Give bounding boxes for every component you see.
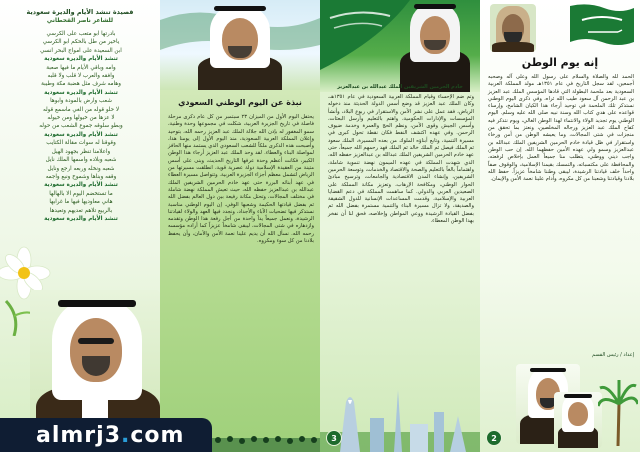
section-body <box>168 114 314 245</box>
history-body-text: وتم ضم الإحساء وقيام المملكة العربية السعودية في عام ١٣٥١هـ، وكان الملك عبد العزيز قد وضع أسس الدولة الحديثة منذ دخوله الرياض، فقد عمل على نشر الأمن والاستقرار في ربوع البلاد، وأنشأ المؤسسات والإدارات الحكومية، واهتم بالتعليم وأرسل البعثات، وأسس الجيش وقوى الأمن، ونظم الحج والعمرة وخدمة ضيوف الرحمن. وفي عهده اكتشف النفط فكان نقطة تحول كبرى في مسيرة التنمية، وتابع أبناؤه الملوك من بعده المسيرة، الملك سعود ثم الملك فيصل ثم الملك خالد ثم الملك فهد رحمهم الله جميعاً، حتى عهد خادم الحرمين الشريفين الملك عبدالله بن عبدالعزيز حفظه الله، الذي شهدت المملكة في عهده الميمون نهضة تنموية شاملة، واهتماماً بالغاً بالتعليم والصحة والاقتصاد والخدمات، وتوسعة الحرمين الشريفين، وإنشاء المدن الاقتصادية والجامعات، وترسيخ مبادئ الحوار الوطني، ومكافحة الإرهاب، وتعزيز مكانة المملكة على الصعيدين العربي والدولي. كما ساهمت المملكة في دعم القضايا العربية والإسلامية، وقدمت المساعدات الإنسانية للدول الشقيقة والصديقة، ولا تزال مسيرة البناء والتنمية مستمرة بفضل الله ثم بفضل القيادة الرشيدة ووعي المواطن وإخلاصه، فحق لنا أن نفخر بهذا الوطن المعطاء. <box>328 94 474 225</box>
poem-body <box>6 30 156 223</box>
poem-line: تنشد الأيام والديرة سعودية <box>44 182 118 189</box>
page-2 <box>480 0 640 452</box>
page-heading <box>486 56 634 69</box>
banner-caption-text: خادم الحرمين الشريفين الملك عبدالله بن عبدالعزيز <box>337 84 463 90</box>
intro-body <box>488 74 634 183</box>
signature <box>550 352 634 358</box>
banner-caption <box>324 84 476 90</box>
page-number-badge <box>326 430 342 446</box>
kingdom-tower-icon <box>320 382 480 452</box>
poem-title <box>8 8 152 26</box>
poem-line: وبطو سلوقه جموع الشعب من حوله <box>39 123 123 130</box>
poem-line: لا حلو قوله من الغي ماسمع قوله <box>42 106 120 113</box>
history-body <box>328 94 474 225</box>
founder-portrait <box>490 4 536 52</box>
poem-line: تنشد الأيام والديرة سعودية <box>44 89 118 96</box>
poem-title-text: قصيدة تنشد الأيام والديرة سعودية <box>26 8 134 16</box>
intro-body-text: الحمد لله والصلاة والسلام على رسول الله وعلى آله وصحبه أجمعين، لقد سجل التاريخ في عام ١٣٥١هـ مولد المملكة العربية السعودية بعد ملحمة البطولة التي قادها المؤسس الملك عبد العزيز بن عبد الرحمن آل سعود طيب الله ثراه، وفي ذكرى اليوم الوطني نستذكر تلك الملحمة في توحيد أرجاء هذا الكيان الشامخ، وإرساء قواعده على هدي كتاب الله وسنة نبيه صلى الله عليه وسلم. اليوم الوطني يوم تجديد الولاء والانتماء لهذا الوطن الغالي، ويوم نتذكر فيه كفاح الملك عبد العزيز ورجاله المخلصين، ونعتز بما تحقق من منجزات في شتى المجالات، وما يعيشه الوطن من أمن ورخاء واستقرار في ظل قيادة خادم الحرمين الشريفين الملك عبدالله بن عبدالعزيز وسمو ولي عهده الأمين حفظهما الله. إن حب الوطن واجب ديني ووطني، يتطلب منا جميعاً العمل بإخلاص لرفعته، والمحافظة على مكتسباته، والتمسك بقيمنا الإسلامية، والوقوف صفاً واحداً خلف قيادتنا الرشيدة، ليبقى وطننا شامخاً عزيزاً. حفظ الله بلادنا وقيادتنا وشعبنا من كل مكروه، وأدام علينا نعمة الأمن والإيمان. <box>488 74 634 183</box>
poem-line: تنشد الأيام والديرة سعودية <box>44 131 118 138</box>
page-number: 2 <box>491 433 497 443</box>
poem-line: وقوقنا له سوات مقالة الكتايب <box>46 140 116 147</box>
poem-line: تنشد الأيام والديرة سعودية <box>44 215 118 222</box>
poem-line: شعب وارض بالمودة وابوها <box>50 98 112 105</box>
poem-line: تنشد الأيام والديرة سعودية <box>44 56 118 63</box>
saudi-flag-icon <box>568 2 636 50</box>
poem-line: شعبه ونخله وربعه ارجع ونايل <box>47 165 115 172</box>
poem-line: وامه وباقي الأيام ما فيها صعبة <box>46 64 116 71</box>
poem-line: وقفه وبناها وشموخ ونبع واجمه <box>45 173 117 180</box>
palm-icon <box>598 376 638 446</box>
poem-author: للشاعر ناصر القحطاني <box>46 18 114 24</box>
site-watermark <box>0 418 212 452</box>
signature-text: إعداد / رئيس القسم <box>592 352 634 358</box>
king-flag-banner <box>320 0 480 92</box>
page-4 <box>160 0 320 452</box>
poem-line: وهامه شرف مثل هضبة مكة وطيبة <box>41 81 121 88</box>
watermark-dot: . <box>121 422 131 448</box>
king-photo-header <box>160 0 320 90</box>
watermark-main: almrj3 <box>36 422 122 448</box>
prince-portrait <box>554 392 602 448</box>
poem-line: لا عزها من خيولها ومن خيوله <box>47 115 115 122</box>
poem-line: هاني معاوديها فيها ما غرابها <box>49 199 113 206</box>
poem-line: بالربيع تلاهم تعديهم وتعيدها <box>49 207 113 214</box>
poem-line: بادرتها ابو متعب على الكرسي <box>46 31 116 37</box>
watermark-suffix: com <box>130 422 185 448</box>
poem-line: ما تستخضم اليوم الا بالهالها <box>49 190 113 197</box>
poem-line: ابن السعيدة على امواج البحر انسي <box>40 47 122 54</box>
section-heading-text: نبذة عن اليوم الوطني السعودي <box>178 98 302 107</box>
page-number: 3 <box>331 433 337 443</box>
page-heading-text: إنه يوم الوطن <box>521 56 599 69</box>
page-3 <box>320 0 480 452</box>
section-body-text: يحتفل اليوم الأول من الميزان ٢٣ سبتمبر من كل عام ذكرى مرحلة فاصلة في تاريخ الجزيرة العربية، شكلت في مجموعها وحدة وطنية، سمو المغفور له بإذن الله جلالة الملك عبد العزيز رحمه الله، بتوحيد وإعلان المملكة العربية السعودية، منذ اليوم الأول إلى يومنا هذا، وأصبحت هذه الذكرى ملكاً للشعب السعودي الذي يستمد منها الحافز لمواصلة البناء والعطاء. لقد وحد الملك عبد العزيز أرجاء هذا الوطن الكبير، فكانت أعظم وحدة عرفها التاريخ الحديث، وبنى على أسس متينة من العقيدة الإسلامية دولة عصرية قوية، انطلقت مسيرتها من الرياض لتشمل معظم أجزاء الجزيرة العربية. وتتواصل مسيرة العطاء في عهد أبنائه البررة حتى عهد خادم الحرمين الشريفين الملك عبدالله بن عبدالعزيز حفظه الله، حيث تعيش المملكة نهضة شاملة في مختلف المجالات، وتحتل مكانة رفيعة بين دول العالم بفضل الله ثم بفضل قيادتها الحكيمة وشعبها الوفي. إن اليوم الوطني مناسبة نستذكر فيها تضحيات الآباء والأجداد، ونجدد فيها العهد والولاء لقيادتنا الرشيدة، ونعمل جميعاً يداً واحدة من أجل رفعة هذا الوطن وتقدمه وازدهاره في شتى المجالات، ليبقى شامخاً عزيزاً كما أراده مؤسسه رحمه الله. نسأل الله أن يديم علينا نعمة الأمن والأمان، وأن يحفظ بلادنا من كل سوء ومكروه. <box>168 114 314 245</box>
poem-line: شعبه وبلاده واسمها الملك نايل <box>45 157 117 164</box>
poem-line: وافقه والعرب لا قلب ولا قلبه <box>47 73 115 80</box>
poem-line: واعلامنا تنظر بجهود الهيل <box>51 148 111 155</box>
poem-line: ياخير من طل بالحكم ابو الكرسي <box>42 39 120 46</box>
page-number-badge <box>486 430 502 446</box>
page-5 <box>0 0 160 452</box>
section-heading <box>166 98 314 107</box>
